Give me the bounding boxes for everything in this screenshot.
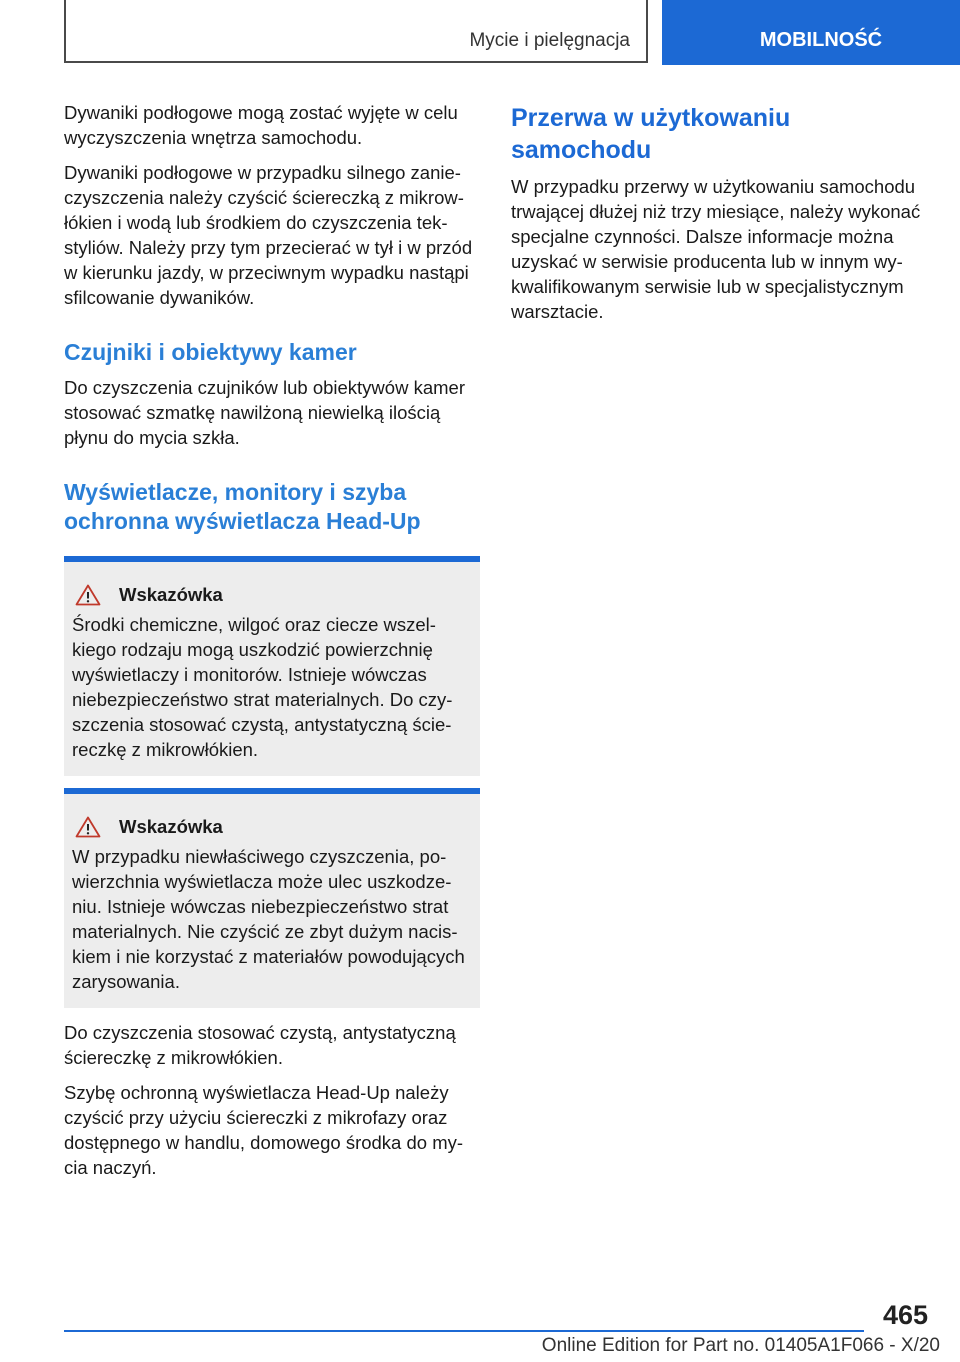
right-column [511, 100, 931, 334]
paragraph-antistatic-cloth: Do czyszczenia stosować czystą, antystatyczną ściereczkę z mikrowłókien. [64, 1022, 456, 1068]
warning-triangle-icon [75, 816, 101, 838]
warning-triangle-icon [75, 584, 101, 606]
note-title: Wskazówka [119, 816, 223, 837]
note-header [75, 816, 472, 838]
footer-edition: Online Edition for Part no. 01405A1F066 - X/20 [541, 1335, 940, 1356]
note-text: W przypadku niewłaściwego czyszczenia, powierzchnia wyświetlacza może ulec uszkodzeniu. Istnieje wówczas niebezpieczeństwo strat materialnych. Nie czyścić ze zbyt dużym naciskiem i nie korzystać z materiałów powodujących zarysowania. [72, 846, 465, 992]
footer-divider [64, 1330, 864, 1332]
header-section-title: Mycie i pielęgnacja [469, 30, 630, 51]
warning-note-1 [64, 556, 480, 776]
left-column [64, 100, 480, 1190]
paragraph-headup-cleaning: Szybę ochronną wyświetlacza Head-Up należy czyścić przy użyciu ściereczki z mikrofazy oraz dostępnego w handlu, domowego środka do mycia naczyń. [64, 1082, 464, 1178]
warning-note-2 [64, 788, 480, 1008]
note-title: Wskazówka [119, 584, 223, 605]
paragraph-sensors: Do czyszczenia czujników lub obiektywów kamer stosować szmatkę nawilżoną niewielką ilością płynu do mycia szkła. [64, 377, 465, 448]
chapter-tab-label: MOBILNOŚĆ [759, 29, 883, 51]
paragraph-mats-removal: Dywaniki podłogowe mogą zostać wyjęte w celu wyczyszczenia wnętrza samochodu. [64, 102, 458, 148]
note-text: Środki chemiczne, wilgoć oraz ciecze wszelkiego rodzaju mogą uszkodzić powierzchnię wyświetlaczy i monitorów. Istnieje wówczas niebezpieczeństwo strat materialnych. Do czyszczenia stosować czystą, antystatyczną ściereczkę z mikrowłókien. [72, 614, 453, 760]
paragraph-usage-break: W przypadku przerwy w użytkowaniu samochodu trwającej dłużej niż trzy miesiące, należy wykonać specjalne czynności. Dalsze informacje można uzyskać w serwisie producenta lub w innym wykwalifikowanym serwisie lub w specjalistycznym warsztacie. [511, 176, 921, 322]
header-frame [64, 0, 648, 63]
note-header [75, 584, 472, 606]
heading-displays: Wyświetlacze, monitory i szyba ochronna wyświetlacza Head-Up [64, 479, 421, 534]
heading-sensors: Czujniki i obiektywy kamer [64, 339, 357, 365]
heading-usage-break: Przerwa w użytkowaniu samochodu [511, 104, 791, 164]
chapter-tab[interactable] [662, 0, 960, 65]
page-number: 465 [882, 1300, 928, 1330]
paragraph-mats-cleaning: Dywaniki podłogowe w przypadku silnego zanieczyszczenia należy czyścić ściereczką z mikrowłókien i wodą lub środkiem do czyszczenia tekstyliów. Należy przy tym przecierać w tył i w przód w kierunku jazdy, w przeciwnym wypadku nastąpi sfilcowanie dywaników. [64, 162, 473, 308]
